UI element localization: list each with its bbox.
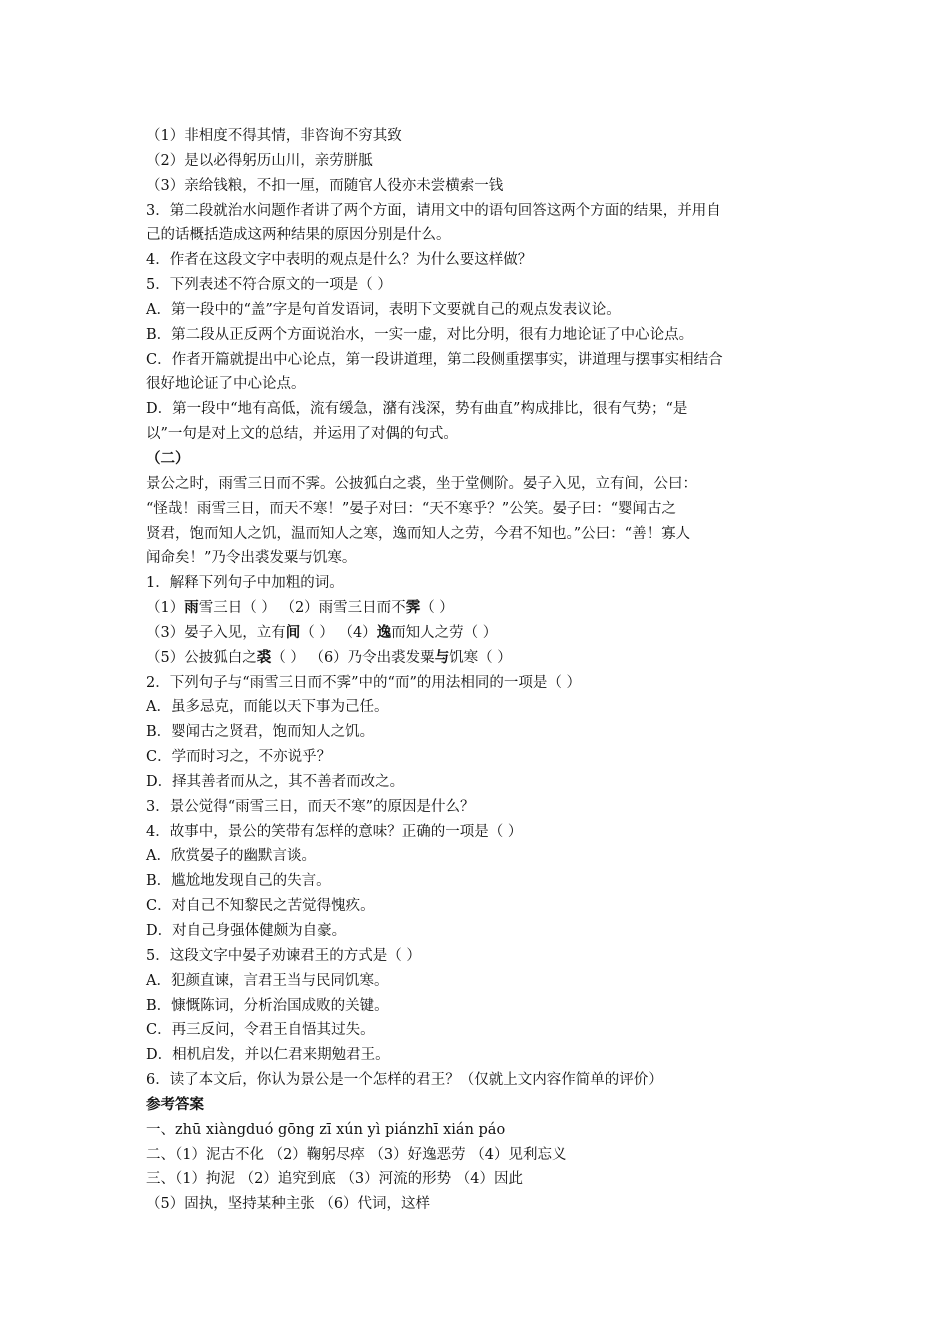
text-line: 二、（1）泥古不化 （2）鞠躬尽瘁 （3）好逸恶劳 （4）见利忘义 [146, 1146, 567, 1163]
text-line: D．择其善者而从之，其不善者而改之。 [146, 773, 405, 790]
text-line [146, 646, 816, 671]
text-segment: （3）晏子入见，立有 [146, 624, 286, 641]
text-line: 6．读了本文后，你认为景公是一个怎样的君王？（仅就上文内容作简单的评价） [146, 1072, 663, 1089]
text-line: 3．景公觉得“雨雪三日，而天不寒”的原因是什么？ [146, 798, 475, 815]
text-line: 4．作者在这段文字中表明的观点是什么？为什么要这样做？ [146, 252, 533, 269]
text-line: B．婴闻古之贤君，饱而知人之饥。 [146, 724, 375, 741]
bold-word: 间 [285, 623, 301, 641]
text-line: 以”一句是对上文的总结，并运用了对偶的句式。 [146, 426, 458, 443]
text-line: D．相机启发，并以仁君来期勉君王。 [146, 1047, 390, 1064]
text-line: 5．这段文字中晏子劝谏君王的方式是（ ） [146, 947, 421, 964]
document-body [146, 124, 816, 1217]
text-segment: 而知人之劳（ ） [391, 624, 498, 641]
bold-word: 与 [434, 648, 450, 666]
text-line: 一、zhū xiàngduó gōng zī xún yì piánzhī xián páo [146, 1121, 506, 1138]
text-line: 贤君，饱而知人之饥，温而知人之寒，逸而知人之劳，今君不知也。”公曰：“善！寡人 [146, 525, 691, 542]
text-segment: （ ） （4） [300, 624, 377, 641]
text-line: C．对自己不知黎民之苦觉得愧疚。 [146, 898, 375, 915]
text-line: （2）是以必得躬历山川，亲劳胼胝 [146, 152, 373, 169]
text-line: （二） [146, 449, 190, 467]
text-line: （3）亲给钱粮，不扣一厘，而随官人役亦未尝横索一钱 [146, 177, 504, 194]
text-line: C．作者开篇就提出中心论点，第一段讲道理，第二段侧重摆事实，讲道理与摆事实相结合 [146, 351, 723, 368]
text-line [146, 621, 816, 646]
text-line: A．犯颜直谏，言君王当与民同饥寒。 [146, 972, 389, 989]
text-segment: （1） [146, 600, 185, 617]
text-line: 闻命矣！”乃令出裘发粟与饥寒。 [146, 550, 357, 567]
text-segment: 饥寒（ ） [449, 649, 512, 666]
text-line: 景公之时，雨雪三日而不霁。公披狐白之裘，坐于堂侧阶。晏子入见，立有间，公曰： [146, 475, 697, 492]
text-line: 5．下列表述不符合原文的一项是（ ） [146, 277, 392, 294]
text-line: “怪哉！雨雪三日，而天不寒！”晏子对曰：“天不寒乎？”公笑。晏子曰：“婴闻古之 [146, 500, 677, 517]
text-line: B．尴尬地发现自己的失言。 [146, 873, 331, 890]
text-line: 三、（1）拘泥 （2）追究到底 （3）河流的形势 （4）因此 [146, 1171, 523, 1188]
text-line: （5）固执，坚持某种主张 （6）代词，这样 [146, 1196, 431, 1213]
text-line: 己的话概括造成这两种结果的原因分别是什么。 [146, 227, 451, 244]
bold-word: 雨 [184, 599, 199, 617]
text-line: D．对自己身强体健颇为自豪。 [146, 923, 347, 939]
text-segment: （ ） [420, 600, 454, 617]
text-line: 3．第二段就治水问题作者讲了两个方面，请用文中的语句回答这两个方面的结果，并用自 [146, 202, 721, 219]
bold-word: 霁 [405, 599, 421, 617]
text-line: D．第一段中“地有高低，流有缓急，潴有浅深，势有曲直”构成排比，很有气势；“是 [146, 401, 688, 418]
text-line: 1．解释下列句子中加粗的词。 [146, 575, 344, 592]
text-line: B．慷慨陈词，分析治国成败的关键。 [146, 997, 389, 1014]
text-line: 很好地论证了中心论点。 [146, 376, 306, 393]
text-line: A．欣赏晏子的幽默言谈。 [146, 848, 316, 865]
text-line: C．再三反问，令君王自悟其过失。 [146, 1022, 375, 1039]
text-line: 2．下列句子与“雨雪三日而不霁”中的“而”的用法相同的一项是（ ） [146, 674, 581, 691]
bold-word: 裘 [256, 648, 272, 666]
text-line: C．学而时习之，不亦说乎？ [146, 749, 332, 766]
text-segment: （5）公披狐白之 [146, 649, 257, 666]
text-line: A．第一段中的“盖”字是句首发语词，表明下文要就自己的观点发表议论。 [146, 301, 621, 318]
text-line: A．虽多忌克，而能以天下事为己任。 [146, 699, 389, 716]
text-line [146, 596, 816, 621]
bold-word: 逸 [376, 623, 392, 641]
text-line: 4．故事中，景公的笑带有怎样的意味？正确的一项是（ ） [146, 823, 523, 840]
text-segment: （ ） （6）乃令出裘发粟 [271, 649, 435, 666]
text-line: （1）非相度不得其情，非咨询不穷其致 [146, 128, 402, 144]
text-segment: 雪三日（ ） （2）雨雪三日而不 [198, 600, 406, 617]
text-line: 参考答案 [146, 1095, 204, 1113]
text-line: B．第二段从正反两个方面说治水，一实一虚，对比分明，很有力地论证了中心论点。 [146, 326, 694, 343]
